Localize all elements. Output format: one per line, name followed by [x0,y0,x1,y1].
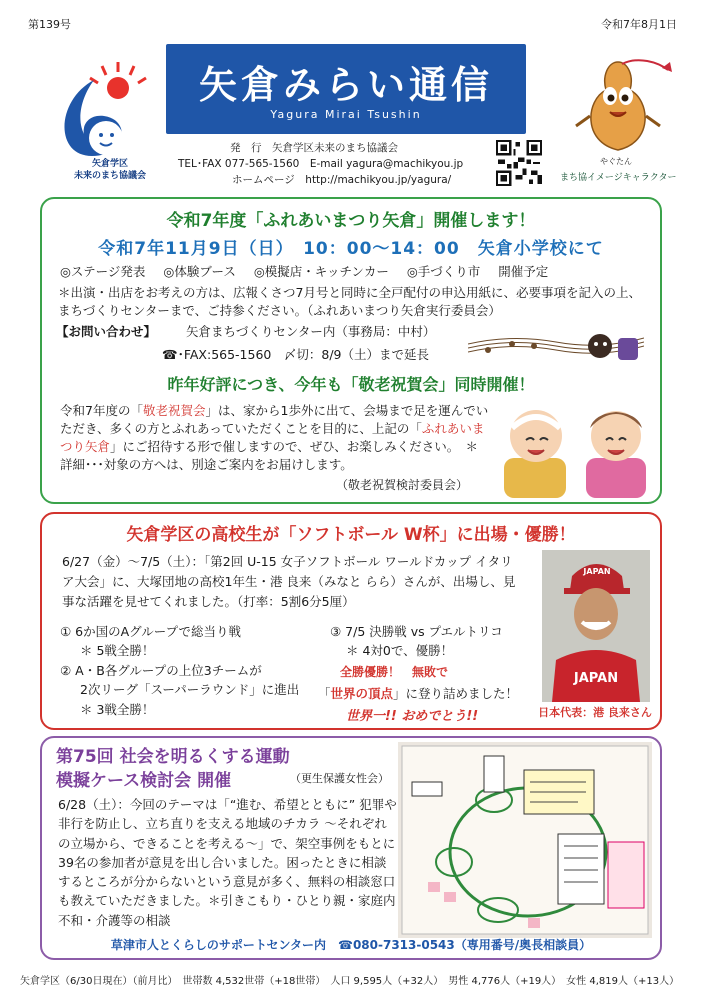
support-center-contact: 草津市人とくらしのサポートセンター内 ☎080-7313-0543（専用番号/奥長相談員） [110,938,592,952]
case-study-organizer: （更生保護女性会） [290,772,389,785]
festival-note: ＊出演・出店をお考えの方は、広報くさつ7月号と同時に全戸配付の申込用紙に、必要事項を記入の上、まちづくりセンターまで、ご持参ください。（ふれあいまつり矢倉実行委員会） [58,285,641,318]
qr-code-icon[interactable] [496,140,542,186]
highlight-festival: ふれあいまつり矢倉 [60,421,485,454]
svg-text:JAPAN: JAPAN [573,671,619,686]
player-photo [542,550,650,702]
result-3-detail: ＊ 4対0で、優勝！ [346,643,454,658]
mascot-yagutan-icon [558,56,678,156]
world-top-text: 「世界の頂点」に登り詰めました！ [318,686,519,701]
population-stats: 矢倉学区（6/30日現在）（前月比） 世帯数 4,532世帯（+18世帯） 人口 9,595人（+32人） 男性 4,776人（+19人） 女性 4,819人（+13人） [20,976,680,987]
festival-date: 令和7年11月9日（日） 10：00～14：00 矢倉小学校にて [98,239,604,259]
music-notes-icon [468,328,644,368]
homepage-link[interactable]: ホームページ http://machikyou.jp/yagura/ [232,174,452,186]
committee-name: （敬老祝賀検討委員会） [336,478,469,492]
council-name: 矢倉学区 未来のまち協議会 [73,159,146,181]
item-planned: 開催予定 [498,264,549,279]
publisher: 発 行 矢倉学区未来のまち協議会 [230,142,398,154]
elderly-party-body: 令和7年度の「敬老祝賀会」は、家から1歩外に出て、会場まで足を運んでいただき、多くの方とふれあっていただくことを目的に、上記の「ふれあいまつり矢倉」にご招待する形で催しますので、ぜひ、お楽しみください。 ＊詳細･･･対象の方へは、別途ご案内をお届けします。 [60,403,489,472]
festival-title: 令和7年度「ふれあいまつり矢倉」開催します！ [166,211,536,231]
result-2: ② A・B各グループの上位3チームが [60,663,262,678]
result-2-score: ＊ 3戦全勝！ [80,702,155,717]
inquiry-fax: ☎･FAX:565-1560 〆切：8/9（土）まで延長 [162,347,429,362]
case-study-title: 模擬ケース検討会 開催 [56,771,232,791]
newsletter-subtitle: Yagura Mirai Tsushin [270,108,422,121]
softball-body: 6/27（金）～7/5（土）：「第2回 U-15 女子ソフトボール ワールドカップ イタリア大会」に、大塚団地の高校1年生・港 良来（みなと らら）さんが、出場し、見事な活躍を見せてくれました。（打率：5割6分5厘） [62,554,516,609]
elderly-couple-icon [498,398,652,498]
whiteboard-photo [398,742,652,938]
mascot-name: やぐたん [600,157,632,166]
campaign-title: 第75回 社会を明るくする運動 [56,747,290,767]
undefeated-text: 全勝優勝！ 無敗で [340,665,449,679]
publish-date: 令和7年8月1日 [601,18,677,31]
item-stage: ◎ステージ発表 [60,264,146,279]
result-1: ① 6か国のAグループで総当り戦 [60,624,242,639]
softball-title: 矢倉学区の高校生が「ソフトボール W杯」に出場・優勝！ [126,525,576,545]
result-1-detail: ＊ 5戦全勝！ [80,643,155,658]
case-study-body: 6/28（土）：今回のテーマは「“進む、希望とともに” 犯罪や非行を防止し、立ち直りを支える地域のチカラ ～それぞれの立場から、できることを考える～」で、架空事例をもとに39名の参加者が意見を出し合いました。困ったときに相談するところが分からないという意見が多く、無料の相談窓口も教えていただきました。＊引きこもり・ひとり親・家庭内不和・介護等の相談 [58,797,397,928]
inquiry-label: 【お問い合わせ】 [56,324,157,339]
player-caption: 日本代表：港 良来さん [538,706,652,719]
svg-text:JAPAN: JAPAN [583,567,611,576]
issue-number: 第139号 [28,18,71,31]
contact-info: TEL･FAX 077-565-1560 E-mail yagura@machikyou.jp [178,158,464,170]
mascot-caption: まち協イメージキャラクター [560,173,677,183]
result-3: ③ 7/5 決勝戦 vs プエルトリコ [330,624,503,639]
item-booth: ◎体験ブース [163,264,236,279]
festival-items [60,262,562,280]
highlight-elderly-party: 敬老祝賀会 [142,403,206,418]
result-2-detail: 2次リーグ「スーパーラウンド」に進出 [80,682,300,697]
newsletter-title: 矢倉みらい通信 [198,62,493,107]
item-food: ◎模擬店・キッチンカー [253,264,389,279]
congrats-text: 世界一!! おめでとう!! [346,709,479,724]
item-craft: ◎手づくり市 [406,264,481,279]
inquiry-place: 矢倉まちづくりセンター内（事務局：中村） [186,324,436,339]
elderly-party-title: 昨年好評につき、今年も「敬老祝賀会」同時開催！ [167,375,535,394]
